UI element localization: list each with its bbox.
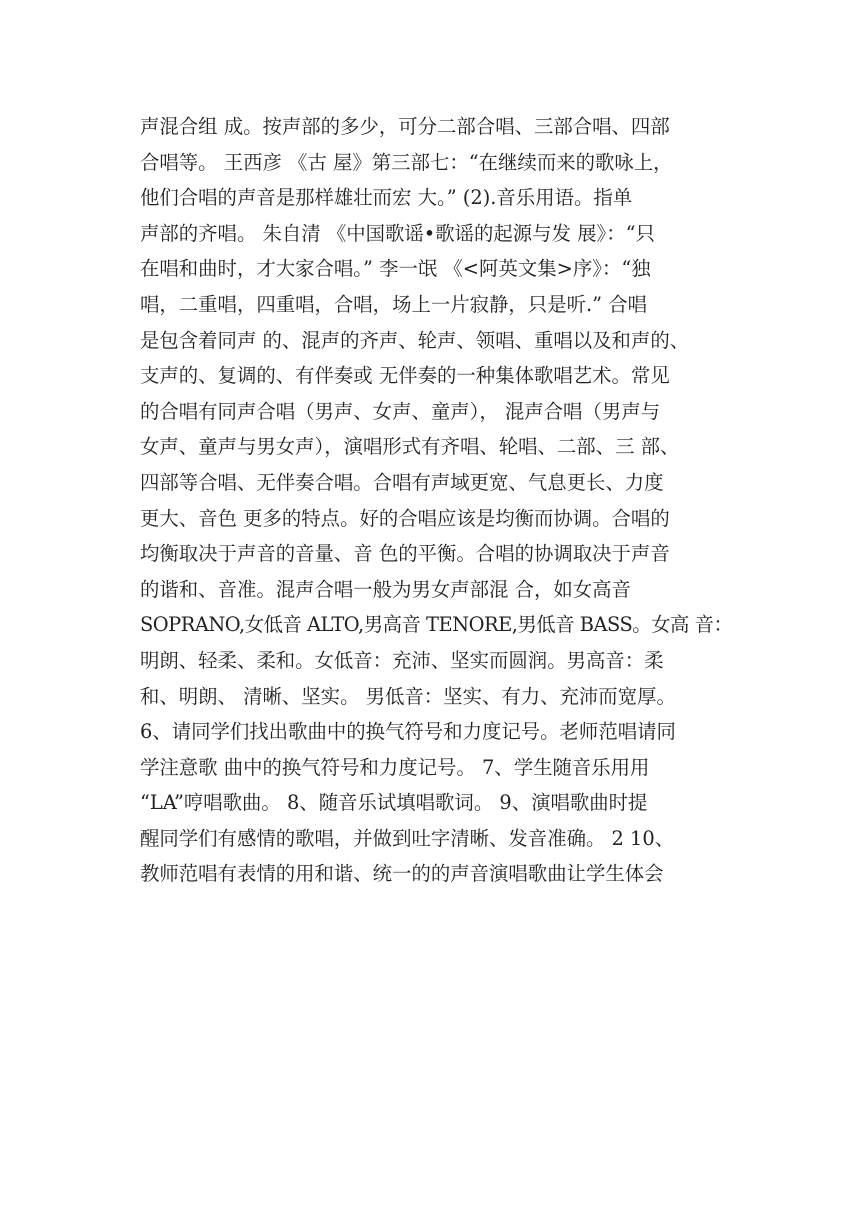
text-line: 唱，二重唱，四重唱，合唱，场上一片寂静，只是听.” 合唱 xyxy=(140,292,648,316)
text-line: 声部的齐唱。 朱自清 《中国歌谣•歌谣的起源与发 展》：“只 xyxy=(140,221,655,245)
text-line: 的谐和、音准。混声合唱一般为男女声部混 合，如女高音 xyxy=(140,577,631,601)
text-line: 学注意歌 曲中的换气符号和力度记号。 7、学生随音乐用用 xyxy=(140,755,650,779)
text-line: 更大、音色 更多的特点。好的合唱应该是均衡而协调。合唱的 xyxy=(140,506,670,530)
text-line: SOPRANO,女低音 ALTO,男高音 TENORE,男低音 BASS。女高 音： xyxy=(140,613,733,637)
text-line: 是包含着同声 的、混声的齐声、轮声、领唱、重唱以及和声的、 xyxy=(140,328,690,352)
text-line: 和、明朗、 清晰、坚实。 男低音：坚实、有力、充沛而宽厚。 xyxy=(140,684,676,708)
text-line: 女声、童声与男女声），演唱形式有齐唱、轮唱、二部、三 部、 xyxy=(140,435,680,459)
text-line: 明朗、轻柔、柔和。女低音：充沛、坚实而圆润。男高音：柔 xyxy=(140,648,664,672)
text-line: 四部等合唱、无伴奏合唱。合唱有声域更宽、气息更长、力度 xyxy=(140,470,664,494)
text-line: 支声的、复调的、有伴奏或 无伴奏的一种集体歌唱艺术。常见 xyxy=(140,364,670,388)
text-line: “LA”哼唱歌曲。 8、随音乐试填唱歌词。 9、演唱歌曲时提 xyxy=(140,791,648,815)
text-line: 教师范唱有表情的用和谐、统一的的声音演唱歌曲让学生体会 xyxy=(140,862,664,886)
text-line: 他们合唱的声音是那样雄壮而宏 大。” (2).音乐用语。指单 xyxy=(140,186,633,210)
text-line: 6、请同学们找出歌曲中的换气符号和力度记号。老师范唱请同 xyxy=(140,720,676,744)
text-line: 的合唱有同声合唱（男声、女声、童声）， 混声合唱（男声与 xyxy=(140,399,661,423)
text-line: 合唱等。 王西彦 《古 屋》第三部七：“在继续而来的歌咏上， xyxy=(140,150,673,174)
text-line: 在唱和曲时，才大家合唱。” 李一氓 《<阿英文集>序》：“独 xyxy=(140,257,651,281)
body-text xyxy=(140,109,740,892)
text-line: 醒同学们有感情的歌唱，并做到吐字清晰、发音准确。 2 10、 xyxy=(140,826,675,850)
text-line: 声混合组 成。按声部的多少，可分二部合唱、三部合唱、四部 xyxy=(140,115,670,138)
text-line: 均衡取决于声音的音量、音 色的平衡。合唱的协调取决于声音 xyxy=(140,542,670,566)
